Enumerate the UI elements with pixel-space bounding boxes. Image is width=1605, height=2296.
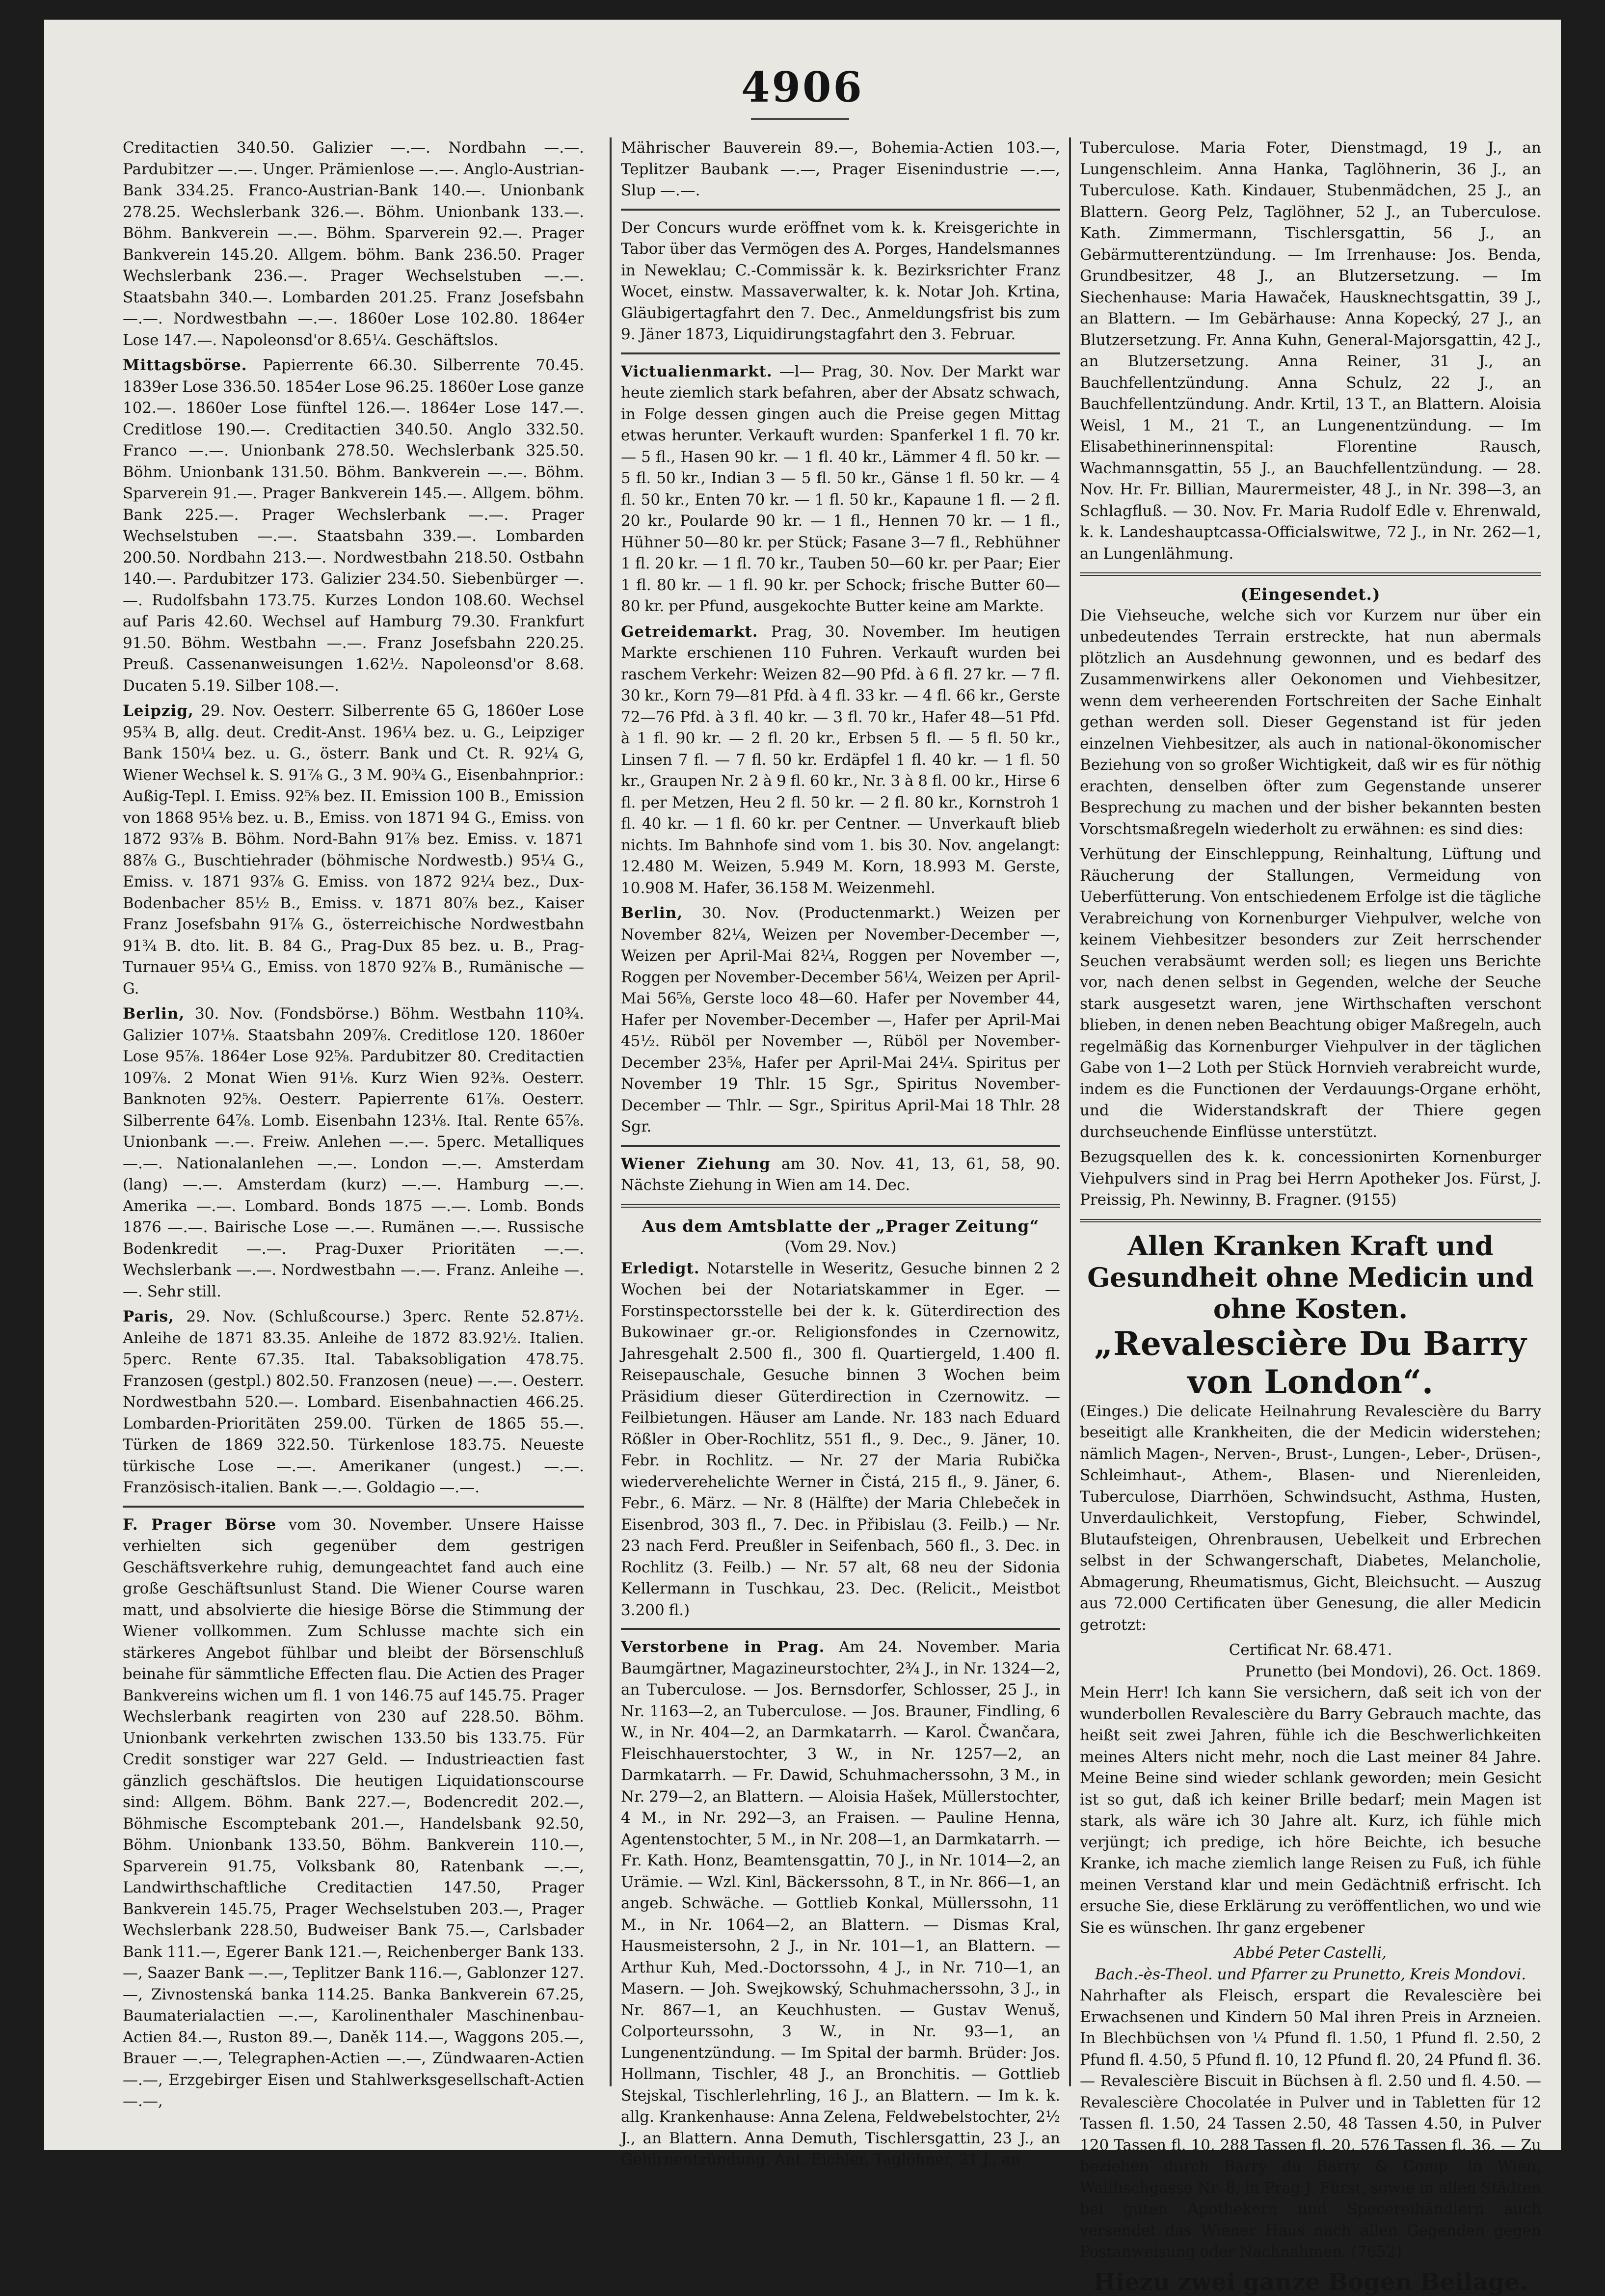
prager-boerse-text: vom 30. November. Unsere Haisse verhielten sich gegenüber dem gestrigen Geschäftsverkehre ruhig, demungeachtet fand auch eine große Geschäftsunlust Stand. Die Wiener Course waren matt, und absolvierte die hiesige Börse die Stimmung der Wiener vollkommen. Zum Schlusse machte sich ein stärkeres Angebot fühlbar und bleibt der Börsenschluß beinahe für sämmtliche Effecten flau. Die Actien des Prager Bankvereins wichen um fl. 1 von 146.75 auf 145.75. Prager Wechslerbank reagirten von 230 auf 228.50. Böhm. Unionbank verkehrten zwischen 133.50 bis 133.75. Für Credit sonstiger war 227 Geld. — Industrieactien fast gänzlich geschäftslos. Die heutigen Liquidationscourse sind: Allgem. Böhm. Bank 227.—, Bodencredit 202.—, Böhmische Escomptebank 201.—, Handelsbank 92.50, Böhm. Unionbank 133.50, Böhm. Bankverein 110.—, Sparverein 91.75, Volksbank 80, Ratenbank —.—, Landwirthschaftliche Creditactien 147.50, Prager Bankverein 145.75, Prager Wechselstuben 203.—, Prager Wechslerbank 228.50, Budweiser Bank 75.—, Carlsbader Bank 111.—, Egerer Bank 121.—, Reichenberger Bank 133.—, Saazer Bank —.—, Teplitzer Bank 116.—, Gablonzer 127.—, Zivnostenská banka 114.25. Banka Bankverein 67.25, Baumaterialactien —.—, Karolinenthaler Maschinenbau-Actien 84.—, Ruston 89.—, Daněk 114.—, Waggons 205.—, Brauer —.—, Telegraphen-Actien —.—, Zündwaaren-Actien —.—, Erzgebirger Eisen und Stahlwerksgesellschaft-Actien —.—,	[123, 1515, 584, 2110]
prager-boerse	[123, 1514, 584, 2112]
section-double-divider	[621, 1204, 1060, 1208]
column-2	[621, 137, 1061, 2168]
section-divider	[621, 209, 1060, 211]
berlin-producten	[621, 903, 1060, 1138]
verstorbene-text: Am 24. November. Maria Baumgärtner, Magazineurstochter, 2¾ J., in Nr. 1324—2, an Tuberculose. — Jos. Bernsdorfer, Schlosser, 25 J., in Nr. 1163—2, an Tuberculose. — Jos. Brauner, Findling, 6 W., in Nr. 404—2, an Darmkatarrh. — Karol. Čwančara, Fleischhauerstochter, 3 W., in Nr. 1257—2, an Darmkatarrh. — Fr. Dawid, Schuhmacherssohn, 3 M., in Nr. 279—2, an Blattern. — Aloisia Hašek, Müllerstochter, 4 M., in Nr. 292—3, an Fraisen. — Pauline Henna, Agentenstochter, 5 M., in Nr. 208—1, an Darmkatarrh. — Fr. Kath. Honz, Beamtensgattin, 70 J., in Nr. 1014—2, an Urämie. — Wzl. Kinl, Bäckerssohn, 8 T., in Nr. 866—1, an angeb. Schwäche. — Gottlieb Konkal, Müllerssohn, 11 M., in Nr. 1064—2, an Blattern. — Dismas Kral, Hausmeistersohn, 2 J., in Nr. 101—1, an Blattern. — Arthur Kuh, Med.-Doctorssohn, 4 J., in Nr. 710—1, an Masern. — Joh. Swejkowský, Schuhmacherssohn, 3 J., in Nr. 867—1, an Keuchhusten. — Gustav Wenuš, Colporteurssohn, 3 W., in Nr. 93—1, an Lungenentzündung. — Im Spital der barmh. Brüder: Jos. Hollmann, Tischler, 48 J., an Bronchitis. — Gottlieb Stejskal, Tischlerlehrling, 16 J., an Blattern. — Im k. k. allg. Krankenhause: Anna Zelena, Feldwebelstochter, 2½ J., an Blattern. Anna Demuth, Tischlersgattin, 23 J., an Gehirnentzündung. Ant. Eichler, Taglöhner, 21 J., an	[621, 1638, 1060, 2168]
signature-title: Bach.-ès-Theol. und Pfarrer zu Prunetto, Kreis Mondovi.	[1095, 1965, 1526, 1983]
wiener-ziehung-lead: Wiener Ziehung	[621, 1155, 771, 1173]
prices-text	[1080, 1985, 1541, 2263]
testimonial-text: Mein Herr! Ich kann Sie versichern, daß seit ich von der wunderbollen Revalescière du Barry Gebrauch machte, das heißt seit zwei Jahren, fühle ich die Beschwerlichkeiten meines Alters nicht mehr, noch die Last meiner 84 Jahre. Meine Beine sind wieder schlank geworden; mein Gesicht ist so gut, daß ich keiner Brille bedarf; mein Magen ist stark, als wäre ich 30 Jahre alt. Kurz, ich fühle mich verjüngt; ich predige, ich höre Beichte, ich besuche Kranke, ich mache ziemlich lange Reisen zu Fuß, ich fühle meinen Verstand klar und mein Gedächtniß erfrischt. Ich ersuche Sie, diese Erklärung zu veröffentlichen, wo und wie Sie es wünschen. Ihr ganz ergebener	[1080, 1684, 1541, 1937]
berlin-lead: Berlin,	[123, 1005, 185, 1023]
mittagsboerse-text: Papierrente 66.30. Silberrente 70.45. 1839er Lose 336.50. 1854er Lose 96.25. 1860er Lose ganze 102.—. 1860er Lose fünftel 126.—. 1864er Lose 147.—. Creditlose 190.—. Creditactien 340.50. Anglo 332.50. Franco —.—. Unionbank 278.50. Wechslerbank 325.50. Böhm. Unionbank 131.50. Böhm. Bankverein —.—. Böhm. Sparverein 91.—. Prager Bankverein 145.—. Allgem. böhm. Bank 225.—. Prager Wechslerbank —.—. Prager Wechselstuben —.—. Staatsbahn 339.—. Lombarden 200.50. Nordbahn 213.—. Nordwestbahn 218.50. Ostbahn 140.—. Pardubitzer 173. Galizier 234.50. Siebenbürger —.—. Rudolfsbahn 173.75. Kurzes London 108.60. Wechsel auf Paris 42.60. Wechsel auf Hamburg 79.30. Frankfurt 91.50. Böhm. Westbahn —.—. Franz Josefsbahn 220.25. Preuß. Cassenanweisungen 1.62½. Napoleonsd'or 8.68. Ducaten 5.19. Silber 108.—.	[123, 356, 584, 695]
victualienmarkt-lead: Victualienmarkt.	[621, 362, 773, 380]
section-divider	[621, 1628, 1060, 1630]
viehseuche-text: Die Viehseuche, welche sich vor Kurzem nur über ein unbedeutendes Terrain erstreckte, hat nun abermals plötzlich an Ausdehnung gewonnen, und es bedarf des Zusammenwirkens aller Oekonomen und Viehbesitzer, wenn dem verheerenden Fortschreiten der Sache Einhalt gethan werden soll. Dieser Gegenstand ist für jeden einzelnen Viehbesitzer, als auch in national-ökonomischer Beziehung von so großer Wichtigkeit, daß wir es für nöthig erachten, denselben öfter zum Gegenstande unserer Besprechung zu machen und der bisher bekannten besten Vorschtsmaßregeln wiederholt zu erwähnen: es sind dies:	[1080, 606, 1541, 838]
amtsblatt-subheading: (Vom 29. Nov.)	[784, 1238, 897, 1256]
wiener-ziehung-text: am 30. Nov. 41, 13, 61, 58, 90. Nächste Ziehung in Wien am 14. Dec.	[621, 1155, 1061, 1194]
leipzig-text: 29. Nov. Oesterr. Silberrente 65 G, 1860er Lose 95¾ B, allg. deut. Credit-Anst. 196¼ bez. u. G., Leipziger Bank 150¼ bez. u. G., österr. Bank und Ct. R. 92¼ G, Wiener Wechsel k. S. 91⅞ G., 3 M. 90¾ G., Eisenbahnprior.: Außig-Tepl. I. Emiss. 92⅝ bez. II. Emission 100 B., Emission von 1868 95⅛ bez. u. B., Emiss. von 1871 94 G., Emiss. von 1872 93⅞ B. Böhm. Nord-Bahn 91⅞ bez. Emiss. v. 1871 88⅞ G., Buschtiehrader (böhmische Nordwestb.) 95¼ G., Emiss. v. 1871 93⅞ G. Emiss. von 1872 92¼ bez., Dux-Bodenbacher 85½ B., Emiss. v. 1871 80⅞ bez., Kaiser Franz Josefsbahn 91⅞ G., österreichische Nordwestbahn 91¾ B. dto. lit. B. 84 G., Prag-Dux 85 bez. u. B., Prag-Turnauer 95¼ G., Emiss. von 1870 92⅞ B., Rumänische — G.	[123, 702, 585, 998]
prices-body: Nahrhafter als Fleisch, erspart die Revalescière bei Erwachsenen und Kindern 50 Mal ihren Preis in Arzneien. In Blechbüchsen von ¼ Pfund fl. 1.50, 1 Pfund fl. 2.50, 2 Pfund fl. 4.50, 5 Pfund fl. 10, 12 Pfund fl. 20, 24 Pfund fl. 36. — Revalescière Biscuit in Büchsen à fl. 2.50 und fl. 4.50. — Revalescière Chocolatée in Pulver und in Tabletten für 12 Tassen fl. 1.50, 24 Tassen 2.50, 48 Tassen 4.50, in Pulver 120 Tassen fl. 10, 288 Tassen fl. 20, 576 Tassen fl. 36. — Zu beziehen durch Barry du Barry & Comp. in Wien, Wallfischgasse Nr. 8, in Prag J. Fürst, sowie in allen Städten bei guten Apothekern und Specereihändlern auch versendet das Wiener Haus nach allen Gegenden gegen Postanweisung oder Nachnahmen.	[1080, 1987, 1541, 2261]
column-1	[123, 137, 584, 2111]
verstorbene	[621, 1637, 1060, 2171]
berlin-fonds	[123, 1003, 584, 1302]
column-rule-1	[610, 137, 612, 2086]
verstorbene-continued: Tuberculose. Maria Foter, Dienstmagd, 19 J., an Lungenschleim. Anna Hanka, Taglöhnerin, 36 J., an Tuberculose. Kath. Kindauer, Stubenmädchen, 25 J., an Blattern. Georg Pelz, Taglöhner, 52 J., an Tuberculose. Kath. Zimmermann, Tischlersgattin, 56 J., an Gebärmutterentzündung. — Im Irrenhause: Jos. Benda, Grundbesitzer, 48 J., an Blutzersetzung. — Im Siechenhause: Maria Hawaček, Hausknechtsgattin, 39 J., an Blattern. — Im Gebärhause: Anna Kopecký, 27 J., an Blutzersetzung. Fr. Anna Kuhn, General-Majorsgattin, 42 J., an Blutzersetzung. Anna Reiner, 31 J., an Bauchfellentzündung. Anna Schulz, 22 J., an Bauchfellentzündung. Andr. Krtil, 13 T., an Blattern. Aloisia Weisl, 1 M., 21 T., an Lungenentzündung. — Im Elisabethinerinnenspital: Florentine Rausch, Wachmannsgattin, 55 J., an Bauchfellentzündung. — 28. Nov. Hr. Fr. Billian, Maurermeister, 48 J., in Nr. 398—3, an Schlagfluß. — 30. Nov. Fr. Maria Rudolf Edle v. Ehrenwald, k. k. Landeshauptcassa-Officialswitwe, 72 J., in Nr. 262—1, an Lungenlähmung.	[1080, 139, 1541, 563]
leipzig-lead: Leipzig,	[123, 702, 194, 720]
bezugsquellen	[1080, 1147, 1541, 1211]
victualienmarkt	[621, 361, 1060, 618]
verstorbene-lead: Verstorbene in Prag.	[621, 1638, 825, 1656]
column-3	[1080, 137, 1541, 2296]
erledigt-text: Notarstelle in Weseritz, Gesuche binnen 2 2 Wochen bei der Notariatskammer in Eger. — Forstinspectorsstelle bei der k. k. Güterdirection des Bukowinaer gr.-or. Religionsfondes in Czernowitz, Jahresgehalt 2.500 fl., 300 fl. Quartiergeld, 1.400 fl. Reisepauschale, Gesuche binnen 3 Wochen beim Präsidium dieser Güterdirection in Czernowitz. — Feilbietungen. Häuser am Lande. Nr. 183 nach Eduard Rößler in Ober-Rochlitz, 551 fl., 9. Dec., 9. Jäner, 10. Febr. in Rochlitz. — Nr. 27 der Maria Rubička wiederverehelichte Werner in Čistá, 215 fl., 9. Jäner, 6. Febr., 6. März. — Nr. 8 (Hälfte) der Maria Chlebeček in Eisenbrod, 303 fl., 7. Dec. in Přibislau (3. Feilb.) — Nr. 23 nach Ferd. Preußler in Seifenbach, 560 fl., 3. Dec. in Rochlitz (3. Feilb.) — Nr. 57 alt, 68 neu der Sidonia Kellermann in Tuschkau, 23. Dec. (Relicit., Meistbot 3.200 fl.)	[621, 1259, 1060, 1619]
wiener-ziehung	[621, 1154, 1060, 1196]
beilage-notice: Hiezu zwei ganze Bogen Beilage.	[1093, 2268, 1528, 2296]
section-divider	[621, 352, 1060, 354]
leipzig-report	[123, 701, 584, 999]
prager-boerse-lead: F. Prager Börse	[123, 1515, 277, 1534]
erledigt-lead: Erledigt.	[621, 1259, 700, 1277]
column-rule-2	[1069, 137, 1071, 2086]
wien-boerse-text: Creditactien 340.50. Galizier —.—. Nordbahn —.—. Pardubitzer —.—. Unger. Prämienlose —.—. Anglo-Austrian-Bank 334.25. Franco-Austrian-Bank 140.—. Unionbank 278.25. Wechslerbank 326.—. Böhm. Unionbank 133.—. Böhm. Bankverein —.—. Böhm. Sparverein 92.—. Prager Bankverein 145.20. Allgem. böhm. Bank 236.50. Prager Wechslerbank 236.—. Prager Wechselstuben —.—. Staatsbahn 340.—. Lombarden 201.25. Franz Josefsbahn —.—. Nordwestbahn —.—. 1860er Lose 102.80. 1864er Lose 147.—. Napoleonsd'or 8.65¼. Geschäftslos.	[123, 139, 584, 349]
newspaper-page	[44, 20, 1561, 2296]
paris-lead: Paris,	[123, 1308, 174, 1325]
paris-report	[123, 1306, 584, 1499]
mähr-bauverein-text: Mährischer Bauverein 89.—, Bohemia-Actien 103.—, Teplitzer Baubank —.—, Prager Eisenindustrie —.—, Slup —.—.	[621, 139, 1060, 199]
getreidemarkt-lead: Getreidemarkt.	[621, 622, 758, 641]
certificat-number: Certificat Nr. 68.471.	[1229, 1641, 1392, 1659]
revalesciere-intro: (Einges.) Die delicate Heilnahrung Revalescière du Barry beseitigt alle Krankheiten, die der Medicin widerstehen; nämlich Magen-, Nerven-, Brust-, Lungen-, Leber-, Drüsen-, Schleimhaut-, Athem-, Blasen- und Nierenleiden, Tuberculose, Diarrhöen, Schwindsucht, Asthma, Husten, Unverdaulichkeit, Verstopfung, Fieber, Schwindel, Blutaufsteigen, Ohrenbrausen, Uebelkeit und Erbrechen selbst in der Schwangerschaft, Diabetes, Melancholie, Abmagerung, Rheumatismus, Gicht, Bleichsucht. — Auszug aus 72.000 Certificaten über Genesung, die aller Medicin getrotzt:	[1080, 1402, 1541, 1634]
certificat-date: Prunetto (bei Mondovi), 26. Oct. 1869.	[1245, 1662, 1541, 1680]
bezugsquellen-text: Bezugsquellen des k. k. concessionirten Kornenburger Viehpulvers sind in Prag bei Herrn Apotheker Jos. Fürst, J. Preissig, Ph. Newinny, B. Fragner.	[1080, 1148, 1541, 1209]
paris-text: 29. Nov. (Schlußcourse.) 3perc. Rente 52.87½. Anleihe de 1871 83.35. Anleihe de 1872 83.92½. Italien. 5perc. Rente 67.35. Ital. Tabaksobligation 478.75. Franzosen (gestpl.) 802.50. Franzosen (neue) —.—. Oesterr. Nordwestbahn 520.—. Lombard. Eisenbahnactien 466.25. Lombarden-Prioritäten 259.00. Türken de 1865 55.—. Türken de 1869 322.50. Türkenlose 183.75. Neueste türkische Lose —.—. Amerikaner (ungest.) —.—. Französisch-italien. Bank —.—. Goldagio —.—.	[123, 1308, 584, 1496]
amtsblatt-erledigt	[621, 1258, 1060, 1621]
revalesciere-headline: Allen Kranken Kraft und Gesundheit ohne Medicin und ohne Kosten.	[1087, 1230, 1534, 1324]
revalesciere-title: „Revalescière Du Barry von London“.	[1094, 1324, 1527, 1401]
getreidemarkt	[621, 621, 1060, 899]
section-divider	[621, 1145, 1060, 1147]
signature-name: Abbé Peter Castelli,	[1234, 1944, 1387, 1962]
viehseuche-measures: Verhütung der Einschleppung, Reinhaltung, Lüftung und Räucherung der Stallungen, Vermeidung von Ueberfütterung. Von entschiedenem Erfolge ist die tägliche Verabreichung von Kornenburger Viehpulver, welche von keinem Viehbesitzer besonders zur Zeit herrschender Seuchen verabsäumt werden soll; es liegen uns Berichte vor, nach denen selbst in Gegenden, welche der Seuche stark ausgesetzt waren, jene Wirthschaften verschont blieben, in denen neben Beachtung obiger Maßregeln, auch regelmäßig das Kornenburger Viehpulver in der täglichen Gabe von 1—2 Loth per Stück Hornvieh verabreicht wurde, indem es die Functionen der Verdauungs-Organe erhöht, und die Widerstandskraft der Thiere gegen durchseuchende Einflüsse unterstützt.	[1080, 845, 1541, 1141]
section-double-divider	[1080, 1219, 1541, 1222]
getreidemarkt-text: Prag, 30. November. Im heutigen Markte erschienen 110 Fuhren. Verkauft wurden bei raschem Verkehr: Weizen 82—90 Pfd. à 6 fl. 27 kr. — 7 fl. 30 kr., Korn 79—81 Pfd. à 4 fl. 33 kr. — 4 fl. 66 kr., Gerste 72—76 Pfd. à 3 fl. 40 kr. — 3 fl. 70 kr., Hafer 48—51 Pfd. à 1 fl. 90 kr. — 2 fl. 20 kr., Erbsen 5 fl. — 5 fl. 50 kr., Linsen 7 fl. — 7 fl. 50 kr. Erdäpfel 1 fl. 40 kr. — 1 fl. 50 kr., Graupen Nr. 2 à 9 fl. 60 kr., Nr. 3 à 8 fl. 00 kr., Hirse 6 fl. per Metzen, Heu 2 fl. 50 kr. — 2 fl. 80 kr., Kornstroh 1 fl. 40 kr. — 1 fl. 60 kr. per Centner. — Unverkauft blieb nichts. Im Bahnhofe sind vom 1. bis 30. Nov. angelangt: 12.480 M. Weizen, 5.949 M. Korn, 18.993 M. Gerste, 10.908 M. Hafer, 36.158 M. Weizenmehl.	[621, 622, 1060, 897]
berlin-producten-text: 30. Nov. (Productenmarkt.) Weizen per November 82¼, Weizen per November-December —, Weizen per April-Mai 82¼, Roggen per November —, Roggen per November-December 56¼, Weizen per April-Mai 56⅝, Gerste loco 48—60. Hafer per November 44, Hafer per November-December —, Hafer per April-Mai 45½. Rüböl per November —, Rüböl per November-December 23⅝, Hafer per April-Mai 24¼. Spiritus per November 19 Thlr. 15 Sgr., Spiritus November-December — Thlr. — Sgr., Spiritus April-Mai 18 Thlr. 28 Sgr.	[621, 904, 1061, 1135]
berlin-producten-lead: Berlin,	[621, 904, 683, 922]
mittagsboerse	[123, 355, 584, 697]
section-double-divider	[1080, 572, 1541, 576]
amtsblatt-heading: Aus dem Amtsblatte der „Prager Zeitung“	[642, 1216, 1040, 1236]
page-number: 4906	[741, 63, 864, 111]
concurs-notice: Der Concurs wurde eröffnet vom k. k. Kreisgerichte in Tabor über das Vermögen des A. Porges, Handelsmannes in Neweklau; C.-Commissär k. k. Bezirksrichter Franz Wocet, einstw. Massaverwalter, k. k. Notar Joh. Krtina, Gläubigertagfahrt den 7. Dec., Anmeldungsfrist bis zum 9. Jäner 1873, Liquidirungstagfahrt den 3. Februar.	[621, 218, 1060, 343]
victualienmarkt-text: —l— Prag, 30. Nov. Der Markt war heute ziemlich stark befahren, aber der Absatz schwach, in Folge dessen gingen auch die Preise gegen Mittag etwas herunter. Verkauft wurden: Spanferkel 1 fl. 70 kr. — 5 fl., Hasen 90 kr. — 1 fl. 40 kr., Lämmer 4 fl. 50 kr. — 5 fl. 50 kr., Indian 3 — 5 fl. 50 kr., Gänse 1 fl. 50 kr. — 4 fl. 50 kr., Enten 70 kr. — 1 fl. 50 kr., Kapaune 1 fl. — 2 fl. 20 kr., Poularde 90 kr. — 1 fl., Hennen 70 kr. — 1 fl., Hühner 50—80 kr. per Stück; Fasane 3—7 fl., Rebhühner 1 fl. 20 kr. — 1 fl. 70 kr., Tauben 50—60 kr. per Paar; Eier 1 fl. 80 kr. — 1 fl. 90 kr. per Schock; frische Butter 60—80 kr. per Pfund, ausgekochte Butter keine am Markte.	[621, 362, 1060, 615]
page-number-rule	[751, 118, 849, 120]
ad-number-2: (7652)	[1351, 2243, 1402, 2261]
berlin-text: 30. Nov. (Fondsbörse.) Böhm. Westbahn 110¾. Galizier 107⅛. Staatsbahn 209⅞. Creditlose 120. 1860er Lose 95⅞. 1864er Lose 92⅝. Pardubitzer 80. Creditactien 109⅞. 2 Monat Wien 91⅛. Kurz Wien 92⅜. Oesterr. Banknoten 92⅝. Oesterr. Papierrente 61⅞. Oesterr. Silberrente 64⅞. Lomb. Eisenbahn 123⅛. Ital. Rente 65⅞. Unionbank —.—. Freiw. Anlehen —.—. 5perc. Metalliques —.—. Nationalanlehen —.—. London —.—. Amsterdam (lang) —.—. Amsterdam (kurz) —.—. Hamburg —.—. Amerika —.—. Lombard. Bonds 1875 —.—. Lomb. Bonds 1876 —.—. Bairische Lose —.—. Rumänen —.—. Russische Bodenkredit —.—. Prag-Duxer Prioritäten —.—. Wechslerbank —.—. Nordwestbahn —.—. Franz. Anleihe —.—. Sehr still.	[123, 1005, 584, 1300]
eingesendet-heading: (Eingesendet.)	[1240, 585, 1381, 604]
mittagsboerse-lead: Mittagsbörse.	[123, 356, 247, 374]
ad-number: (9155)	[1346, 1191, 1397, 1209]
section-divider	[123, 1506, 584, 1508]
